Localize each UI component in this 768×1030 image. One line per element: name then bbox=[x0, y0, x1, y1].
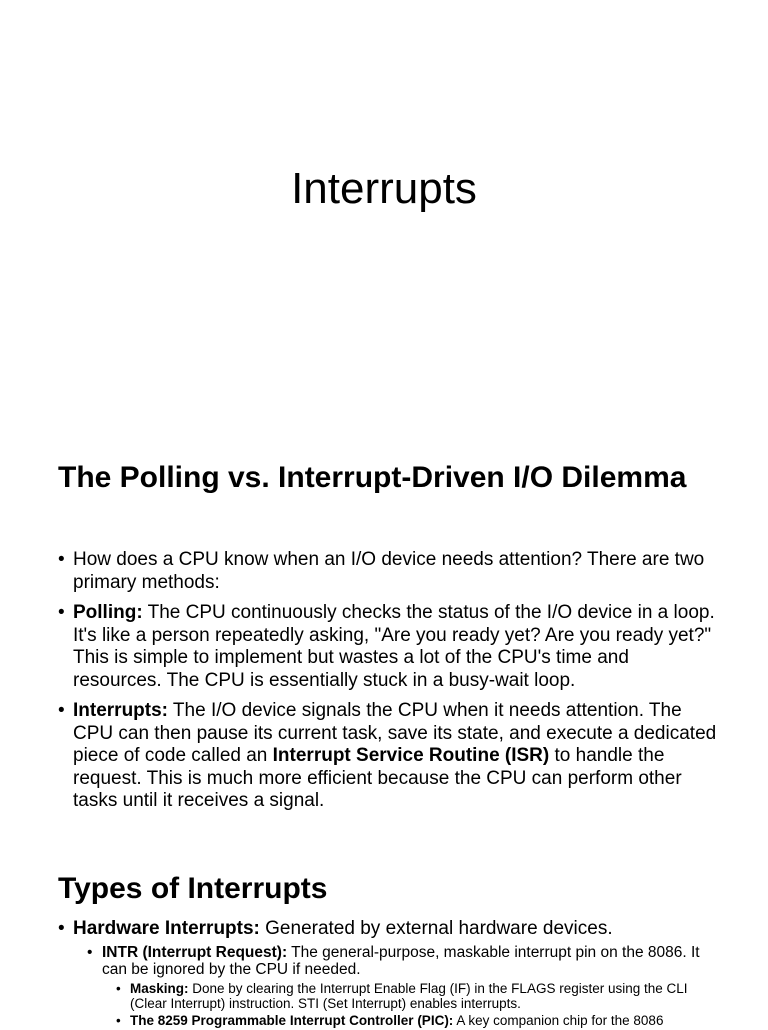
slide-title: Interrupts bbox=[291, 164, 477, 213]
hardware-interrupts-label: Hardware Interrupts: bbox=[73, 918, 260, 939]
types-section-heading: Types of Interrupts bbox=[58, 872, 328, 905]
bullet-polling bbox=[58, 602, 718, 692]
intr-label: INTR (Interrupt Request): bbox=[102, 943, 288, 961]
isr-emphasis: Interrupt Service Routine (ISR) bbox=[272, 745, 550, 766]
bullet-interrupts-text-before: The I/O device signals the CPU when it needs attention. The CPU can then pause its current task, save its state, and execute a dedicated piece of code called an bbox=[73, 700, 717, 766]
bullet-interrupts-text-after: to handle the request. This is much more efficient because the CPU can perform other tasks until it receives a signal. bbox=[73, 745, 682, 811]
bullet-interrupts bbox=[58, 700, 718, 813]
masking-label: Masking: bbox=[130, 980, 189, 996]
bullet-intro-text: How does a CPU know when an I/O device needs attention? There are two primary methods: bbox=[73, 549, 705, 593]
masking-text: Done by clearing the Interrupt Enable Flag (IF) in the FLAGS register using the CLI (Clear Interrupt) instruction. STI (Set Interrupt) enables interrupts. bbox=[130, 980, 688, 1011]
types-bullet-list bbox=[58, 918, 718, 1030]
bullet-intro bbox=[58, 549, 718, 594]
content-slide bbox=[0, 440, 768, 1028]
bullet-interrupts-label: Interrupts: bbox=[73, 700, 168, 721]
bullet-intr bbox=[87, 944, 718, 1028]
intr-text: The general-purpose, maskable interrupt pin on the 8086. It can be ignored by the CPU if needed. bbox=[102, 943, 700, 978]
intr-sub-list bbox=[102, 981, 718, 1028]
pic-text: A key companion chip for the 8086 bbox=[453, 1012, 664, 1028]
pic-label: The 8259 Programmable Interrupt Controller (PIC): bbox=[130, 1012, 454, 1028]
bullet-polling-label: Polling: bbox=[73, 602, 143, 623]
hardware-interrupts-text: Generated by external hardware devices. bbox=[259, 918, 613, 939]
polling-section-heading: The Polling vs. Interrupt-Driven I/O Dilemma bbox=[58, 461, 687, 494]
title-slide bbox=[0, 0, 768, 420]
hardware-sub-list bbox=[73, 944, 718, 1028]
bullet-pic bbox=[116, 1013, 718, 1028]
bullet-masking bbox=[116, 981, 718, 1011]
bullet-hardware-interrupts bbox=[58, 918, 718, 1028]
polling-bullet-list bbox=[58, 549, 718, 821]
bullet-polling-text: The CPU continuously checks the status of the I/O device in a loop. It's like a person repeatedly asking, "Are you ready yet? Are you ready yet?" This is simple to implement but wastes a lot of the CPU's time and resources. The CPU is essentially stuck in a busy-wait loop. bbox=[73, 602, 715, 691]
